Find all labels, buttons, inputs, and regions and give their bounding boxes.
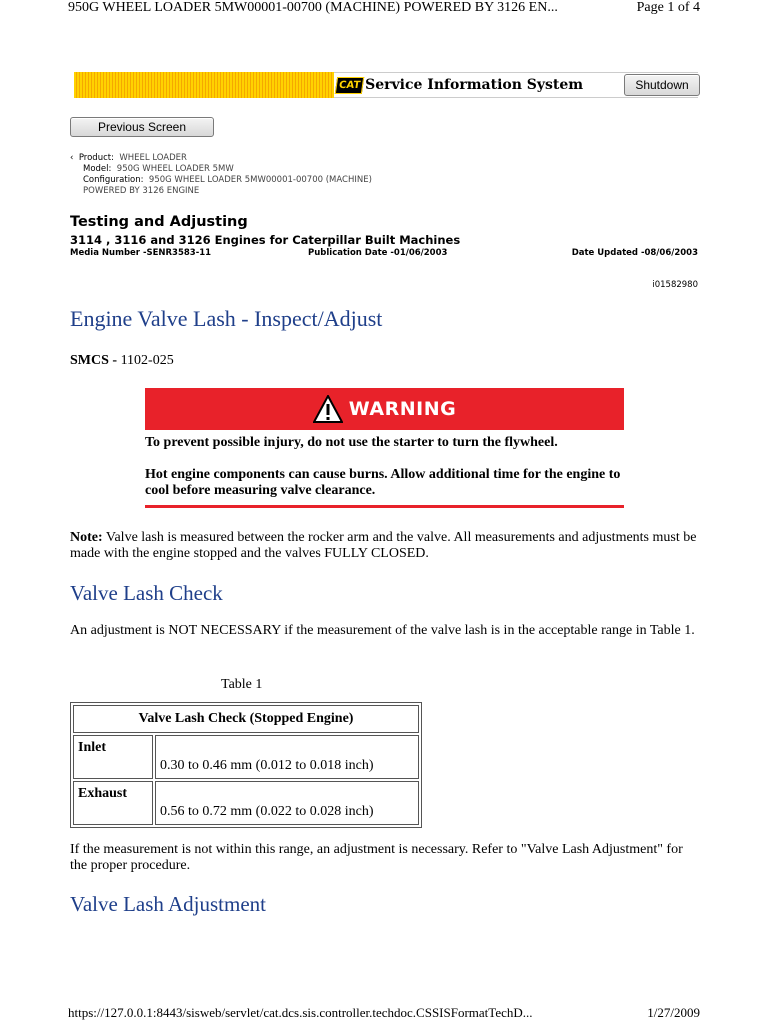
model-key: Model: (83, 164, 112, 174)
check-paragraph: An adjustment is NOT NECESSARY if the measurement of the valve lash is in the acceptable range in Table 1. (70, 623, 695, 638)
print-header-title: 950G WHEEL LOADER 5MW00001-00700 (MACHINE) POWERED BY 3126 EN... (68, 0, 558, 15)
print-footer-url: https://127.0.0.1:8443/sisweb/servlet/cat.dcs.sis.controller.techdoc.CSSISFormatTechD... (68, 1005, 533, 1020)
breadcrumb (70, 153, 372, 197)
cat-logo: CAT (335, 77, 365, 94)
warning-label: WARNING (348, 398, 457, 420)
shutdown-button[interactable]: Shutdown (624, 74, 700, 96)
print-footer-date: 1/27/2009 (647, 1005, 700, 1020)
print-header (68, 0, 700, 16)
app-bar-stripes (74, 72, 334, 98)
table-row-value: 0.56 to 0.72 mm (0.022 to 0.028 inch) (155, 781, 419, 825)
table-row-name: Inlet (73, 735, 153, 779)
note-label: Note: (70, 530, 103, 545)
media-number: Media Number -SENR3583-11 (70, 248, 212, 258)
config-value-line2: POWERED BY 3126 ENGINE (83, 186, 200, 196)
note-text: Valve lash is measured between the rocker arm and the valve. All measurements and adjustments must be made with the engine stopped and the valves FULLY CLOSED. (70, 530, 697, 561)
date-updated: Date Updated -08/06/2003 (571, 248, 698, 258)
table-header: Valve Lash Check (Stopped Engine) (73, 705, 419, 733)
after-table-paragraph: If the measurement is not within this range, an adjustment is necessary. Refer to "Valve Lash Adjustment" for the proper procedure. (70, 842, 683, 873)
config-key: Configuration: (83, 175, 144, 185)
print-page-number: Page 1 of 4 (636, 0, 700, 15)
smcs-code (70, 353, 174, 369)
table-row (73, 781, 419, 825)
print-footer (68, 1005, 700, 1021)
smcs-label: SMCS - (70, 353, 118, 368)
doc-category: Testing and Adjusting (70, 214, 248, 230)
table-row-value: 0.30 to 0.46 mm (0.012 to 0.018 inch) (155, 735, 419, 779)
app-title: Service Information System (365, 77, 584, 93)
app-bar (74, 72, 698, 98)
doc-subtitle: 3114 , 3116 and 3126 Engines for Caterpillar Built Machines (70, 233, 461, 247)
doc-id: i01582980 (652, 280, 698, 290)
warning-box (145, 388, 624, 508)
page-title: Engine Valve Lash - Inspect/Adjust (70, 306, 383, 331)
product-value: WHEEL LOADER (119, 153, 187, 163)
table-row-name: Exhaust (73, 781, 153, 825)
valve-lash-adjustment-heading: Valve Lash Adjustment (70, 892, 266, 916)
product-key: Product: (78, 153, 114, 163)
table-row (73, 735, 419, 779)
valve-lash-check-heading: Valve Lash Check (70, 581, 223, 605)
warning-line-1: To prevent possible injury, do not use the starter to turn the flywheel. (145, 435, 558, 450)
publication-date: Publication Date -01/06/2003 (308, 248, 448, 258)
table-caption: Table 1 (221, 677, 263, 692)
note-paragraph (70, 530, 698, 562)
warning-banner (145, 388, 624, 430)
model-value: 950G WHEEL LOADER 5MW (116, 164, 234, 174)
config-value: 950G WHEEL LOADER 5MW00001-00700 (MACHINE) (148, 175, 372, 185)
smcs-value: 1102-025 (120, 353, 174, 368)
warning-body (145, 430, 624, 508)
warning-line-2: Hot engine components can cause burns. Allow additional time for the engine to cool before measuring valve clearance. (145, 467, 621, 498)
table-header-row (73, 705, 419, 733)
previous-screen-button[interactable]: Previous Screen (70, 117, 214, 137)
valve-lash-table (70, 702, 422, 828)
warning-triangle-icon (313, 395, 343, 423)
back-arrow-icon[interactable]: ‹ (70, 153, 74, 163)
